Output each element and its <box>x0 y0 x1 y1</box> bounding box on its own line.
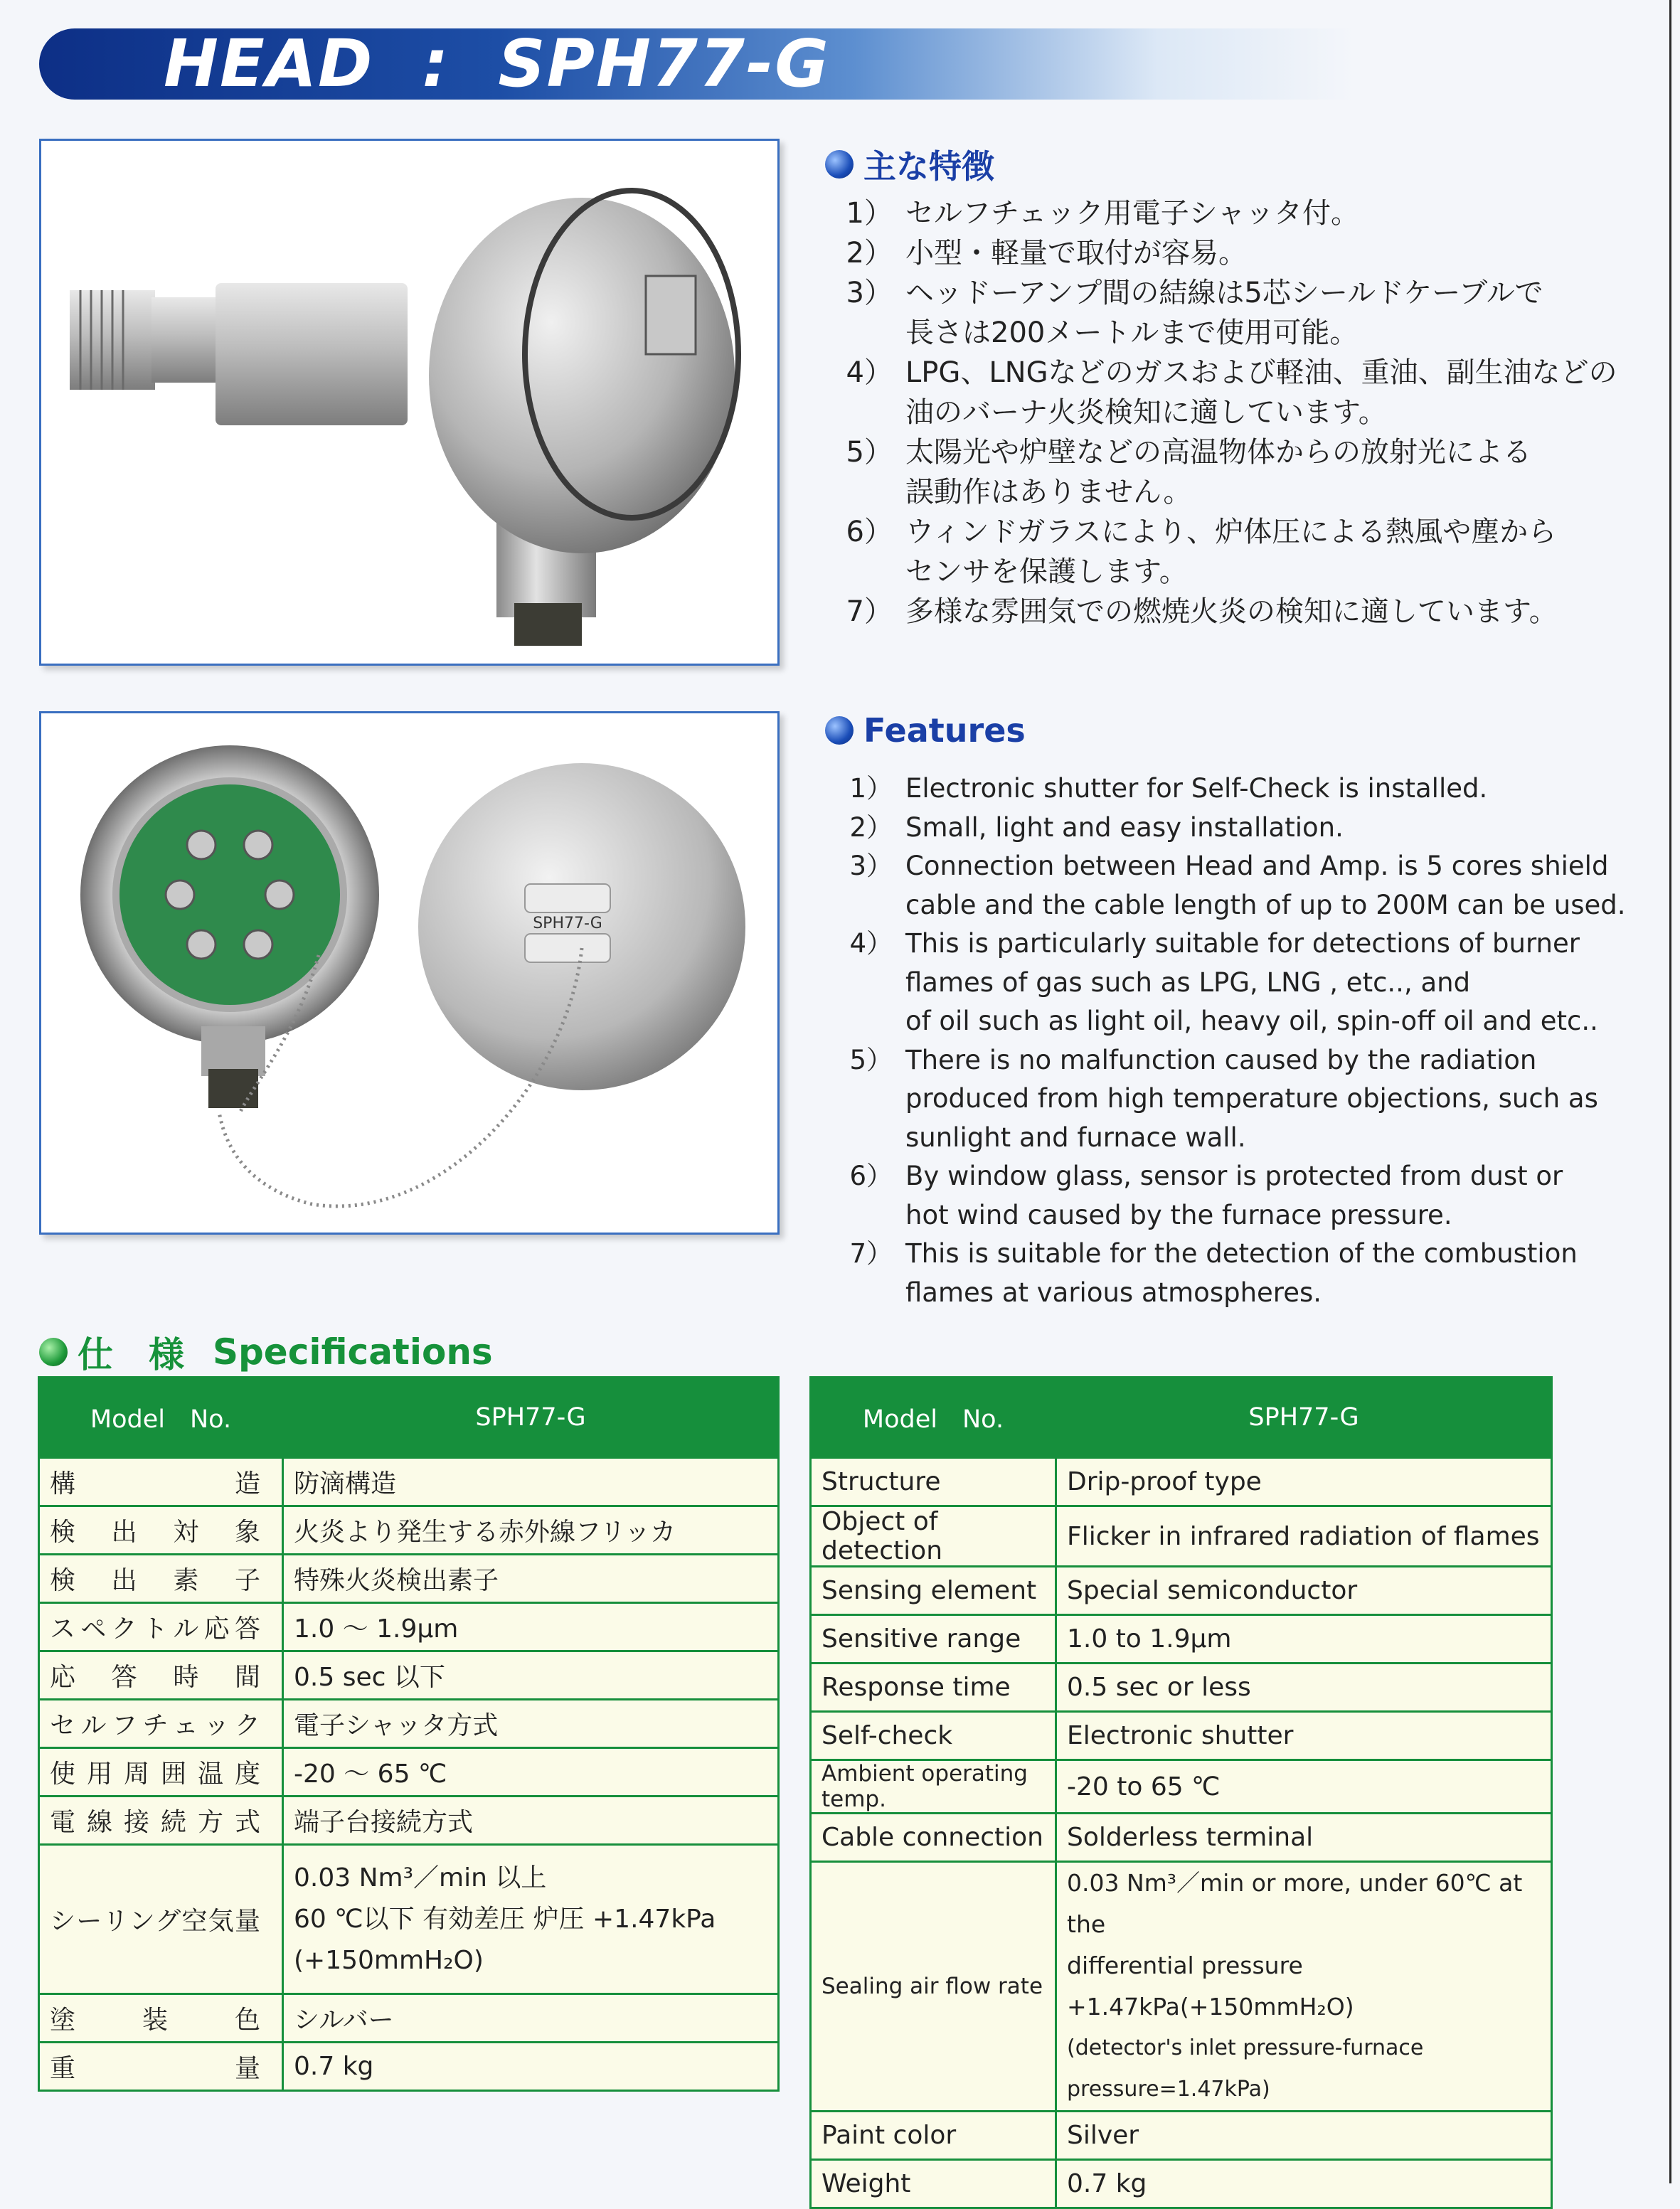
table-cell-label: 電線接続方式 <box>39 1797 283 1845</box>
list-item-line: flames of gas such as LPG, LNG , etc.., and <box>905 967 1471 998</box>
table-cell-label: シーリング空気量 <box>39 1845 283 1994</box>
table-cell-value: 1.0 to 1.9μm <box>1056 1615 1552 1664</box>
table-cell-value: 防滴構造 <box>283 1458 779 1506</box>
list-item-number: 6） <box>846 516 893 548</box>
table-row <box>811 2160 1552 2208</box>
table-cell-line: 0.03 Nm³／min 以上 <box>294 1863 547 1893</box>
table-row <box>811 1814 1552 1862</box>
list-item-line: This is particularly suitable for detections of burner <box>905 928 1580 959</box>
list-item-number: 4） <box>849 928 893 959</box>
table-row <box>811 1712 1552 1760</box>
list-item-text <box>905 1041 1598 1158</box>
list-item-line: 太陽光や炉壁などの高温物体からの放射光による <box>905 436 1531 469</box>
table-row <box>39 1845 779 1994</box>
list-item-line: This is suitable for the detection of the combustion <box>905 1238 1578 1269</box>
table-row <box>811 1567 1552 1615</box>
table-cell-label: 検出素子 <box>39 1555 283 1603</box>
list-item-text <box>905 1157 1563 1235</box>
table-cell-label: セルフチェック <box>39 1700 283 1748</box>
list-item-text <box>905 925 1598 1041</box>
list-item <box>836 233 1617 273</box>
list-item-line: 誤動作はありません。 <box>905 476 1192 509</box>
table-row <box>39 1506 779 1555</box>
heading-bullet-icon <box>39 1338 68 1366</box>
list-item-number: 1） <box>849 773 893 804</box>
table-cell-line: differential pressure +1.47kPa(+150mmH₂O) <box>1067 1952 1354 2021</box>
list-item-line: セルフチェック用電子シャッタ付。 <box>905 197 1359 230</box>
table-cell-label: 検出対象 <box>39 1506 283 1555</box>
list-item-line: flames at various atmospheres. <box>905 1277 1322 1308</box>
table-cell-label: Object of detection <box>811 1506 1056 1567</box>
list-item-line: of oil such as light oil, heavy oil, spin-off oil and etc.. <box>905 1006 1598 1036</box>
table-cell-value: 0.5 sec or less <box>1056 1664 1552 1712</box>
table-row <box>811 1506 1552 1567</box>
table-header-model: Model No. <box>39 1378 283 1458</box>
table-cell-value <box>283 1845 779 1994</box>
table-cell-label: Self-check <box>811 1712 1056 1760</box>
product-photo-head <box>39 139 780 666</box>
jp-features-heading <box>825 141 994 188</box>
table-cell-label: Ambient operating temp. <box>811 1760 1056 1814</box>
list-item-number: 2） <box>846 237 893 270</box>
jp-features-list <box>836 193 1617 632</box>
list-item <box>836 1041 1625 1158</box>
product-photo-open <box>39 711 780 1235</box>
list-item-text <box>905 847 1625 925</box>
heading-bullet-icon <box>825 150 854 179</box>
spec-table-jp <box>38 1376 780 2092</box>
table-cell-value: -20 to 65 ℃ <box>1056 1760 1552 1814</box>
table-cell-line: 0.03 Nm³／min or more, under 60℃ at the <box>1067 1869 1523 1938</box>
list-item <box>836 770 1625 809</box>
table-cell-label: 応答時間 <box>39 1651 283 1700</box>
list-item-text <box>905 809 1344 848</box>
table-cell-value: Drip-proof type <box>1056 1458 1552 1506</box>
table-cell-label: Sensing element <box>811 1567 1056 1615</box>
table-cell-value: Flicker in infrared radiation of flames <box>1056 1506 1552 1567</box>
table-cell-value: 火炎より発生する赤外線フリッカ <box>283 1506 779 1555</box>
table-cell-label: 塗装色 <box>39 1994 283 2043</box>
list-item-text <box>905 233 1247 273</box>
table-row <box>39 1748 779 1797</box>
table-cell-label: 重量 <box>39 2043 283 2091</box>
list-item-text <box>905 770 1487 809</box>
list-item <box>836 809 1625 848</box>
list-item-line: 多様な雰囲気での燃焼火炎の検知に適しています。 <box>905 595 1558 628</box>
list-item-text <box>905 273 1543 353</box>
list-item-number: 7） <box>849 1238 893 1269</box>
cap-latch <box>646 276 696 354</box>
list-item <box>836 925 1625 1041</box>
housing-gland <box>208 1069 258 1108</box>
table-row <box>39 1797 779 1845</box>
knurled-grip <box>216 283 408 425</box>
table-cell-label: 構造 <box>39 1458 283 1506</box>
page-edge-line <box>1669 0 1671 2183</box>
list-item-line: ウィンドガラスにより、炉体圧による熱風や塵から <box>905 516 1557 548</box>
table-row <box>39 2043 779 2091</box>
list-item-line: produced from high temperature objections, such as <box>905 1083 1598 1114</box>
table-row <box>811 1862 1552 2112</box>
table-cell-line: 60 ℃以下 有効差圧 炉圧 +1.47kPa <box>294 1904 716 1934</box>
open-housing-illustration <box>41 713 777 1233</box>
spec-table-en <box>809 1376 1553 2209</box>
table-row <box>811 1760 1552 1814</box>
list-item-text <box>905 193 1359 233</box>
table-cell-value: 0.7 kg <box>1056 2160 1552 2208</box>
circuit-board <box>116 781 344 1008</box>
table-cell-value: 端子台接続方式 <box>283 1797 779 1845</box>
table-header-model: Model No. <box>811 1378 1056 1458</box>
table-row <box>811 1615 1552 1664</box>
list-item-text <box>905 432 1531 512</box>
list-item <box>836 512 1617 592</box>
list-item-number: 6） <box>849 1161 893 1191</box>
table-row <box>811 1458 1552 1506</box>
table-row <box>39 1651 779 1700</box>
spec-heading-en: Specifications <box>213 1331 493 1373</box>
list-item-line: LPG、LNGなどのガスおよび軽油、重油、副生油などの <box>905 356 1617 389</box>
list-item-text <box>905 1235 1578 1312</box>
table-cell-value: 0.7 kg <box>283 2043 779 2091</box>
table-cell-value: Solderless terminal <box>1056 1814 1552 1862</box>
list-item-line: Connection between Head and Amp. is 5 cores shield <box>905 851 1609 881</box>
list-item <box>836 273 1617 353</box>
list-item-number: 2） <box>849 811 893 843</box>
table-cell-label: スペクトル応答 <box>39 1603 283 1651</box>
cap-handle-bottom <box>525 934 610 962</box>
list-item-text <box>905 512 1556 592</box>
connector-neck <box>151 297 216 383</box>
spec-heading <box>39 1326 493 1378</box>
cap-model-label: SPH77-G <box>533 915 602 932</box>
table-cell-value: -20 ～ 65 ℃ <box>283 1748 779 1797</box>
table-row <box>811 2112 1552 2160</box>
table-header-row <box>39 1378 779 1458</box>
table-cell-value: Electronic shutter <box>1056 1712 1552 1760</box>
list-item <box>836 1235 1625 1312</box>
table-cell-label: Paint color <box>811 2112 1056 2160</box>
spec-heading-jp: 仕 様 <box>78 1334 184 1375</box>
list-item-number: 5） <box>846 436 893 469</box>
list-item-number: 7） <box>846 595 893 628</box>
table-cell-label: Sealing air flow rate <box>811 1862 1056 2112</box>
list-item-line: There is no malfunction caused by the radiation <box>905 1044 1537 1075</box>
en-features-heading <box>825 711 1026 750</box>
list-item-line: 油のバーナ火炎検知に適しています。 <box>905 396 1387 429</box>
en-features-title: Features <box>863 711 1026 750</box>
heading-bullet-icon <box>825 716 854 745</box>
list-item-line: ヘッドーアンプ間の結線は5芯シールドケーブルで <box>905 277 1543 309</box>
housing-outlet <box>201 1026 265 1076</box>
table-cell-value: 特殊火炎検出素子 <box>283 1555 779 1603</box>
table-row <box>39 1555 779 1603</box>
table-row <box>811 1664 1552 1712</box>
page-title: HEAD : SPH77-G <box>164 26 830 102</box>
list-item-line: Electronic shutter for Self-Check is installed. <box>905 773 1488 804</box>
list-item <box>836 193 1617 233</box>
en-features-list <box>836 770 1625 1312</box>
list-item-line: 長さは200メートルまで使用可能。 <box>905 316 1359 349</box>
table-row <box>39 1603 779 1651</box>
list-item-line: sunlight and furnace wall. <box>905 1122 1246 1153</box>
table-cell-value: 0.5 sec 以下 <box>283 1651 779 1700</box>
cable-gland <box>514 603 582 646</box>
table-cell-label: Cable connection <box>811 1814 1056 1862</box>
list-item-line: hot wind caused by the furnace pressure. <box>905 1199 1452 1230</box>
list-item-line: cable and the cable length of up to 200M can be used. <box>905 889 1626 920</box>
sensor-head-illustration <box>41 141 777 664</box>
list-item <box>836 1157 1625 1235</box>
list-item-number: 3） <box>849 851 893 881</box>
list-item-line: センサを保護します。 <box>905 555 1188 588</box>
table-cell-value: シルバー <box>283 1994 779 2043</box>
list-item-number: 3） <box>846 277 893 309</box>
table-cell-line: (detector's inlet pressure-furnace pressure=1.47kPa) <box>1067 2035 1424 2102</box>
table-cell-label: Response time <box>811 1664 1056 1712</box>
table-header-value: SPH77-G <box>283 1378 779 1458</box>
table-header-row <box>811 1378 1552 1458</box>
list-item <box>836 847 1625 925</box>
table-cell-value: Silver <box>1056 2112 1552 2160</box>
table-cell-value: 1.0 ～ 1.9μm <box>283 1603 779 1651</box>
list-item <box>836 432 1617 512</box>
list-item-text <box>905 353 1617 432</box>
jp-features-title: 主な特徴 <box>863 147 994 186</box>
table-cell-label: Weight <box>811 2160 1056 2208</box>
table-header-value: SPH77-G <box>1056 1378 1552 1458</box>
cap-handle-top <box>525 884 610 912</box>
list-item-number: 4） <box>846 356 893 389</box>
list-item-line: Small, light and easy installation. <box>905 811 1344 843</box>
list-item-line: 小型・軽量で取付が容易。 <box>905 237 1247 270</box>
list-item-line: By window glass, sensor is protected from dust or <box>905 1161 1563 1191</box>
table-row <box>39 1700 779 1748</box>
table-cell-value <box>1056 1862 1552 2112</box>
table-row <box>39 1458 779 1506</box>
list-item-text <box>905 592 1558 632</box>
table-cell-value: 電子シャッタ方式 <box>283 1700 779 1748</box>
table-cell-label: Structure <box>811 1458 1056 1506</box>
table-cell-value: Special semiconductor <box>1056 1567 1552 1615</box>
list-item-number: 1） <box>846 197 893 230</box>
table-row <box>39 1994 779 2043</box>
table-cell-line: (+150mmH₂O) <box>294 1945 484 1975</box>
list-item-number: 5） <box>849 1044 893 1075</box>
list-item <box>836 592 1617 632</box>
table-cell-label: Sensitive range <box>811 1615 1056 1664</box>
list-item <box>836 353 1617 432</box>
table-cell-label: 使用周囲温度 <box>39 1748 283 1797</box>
